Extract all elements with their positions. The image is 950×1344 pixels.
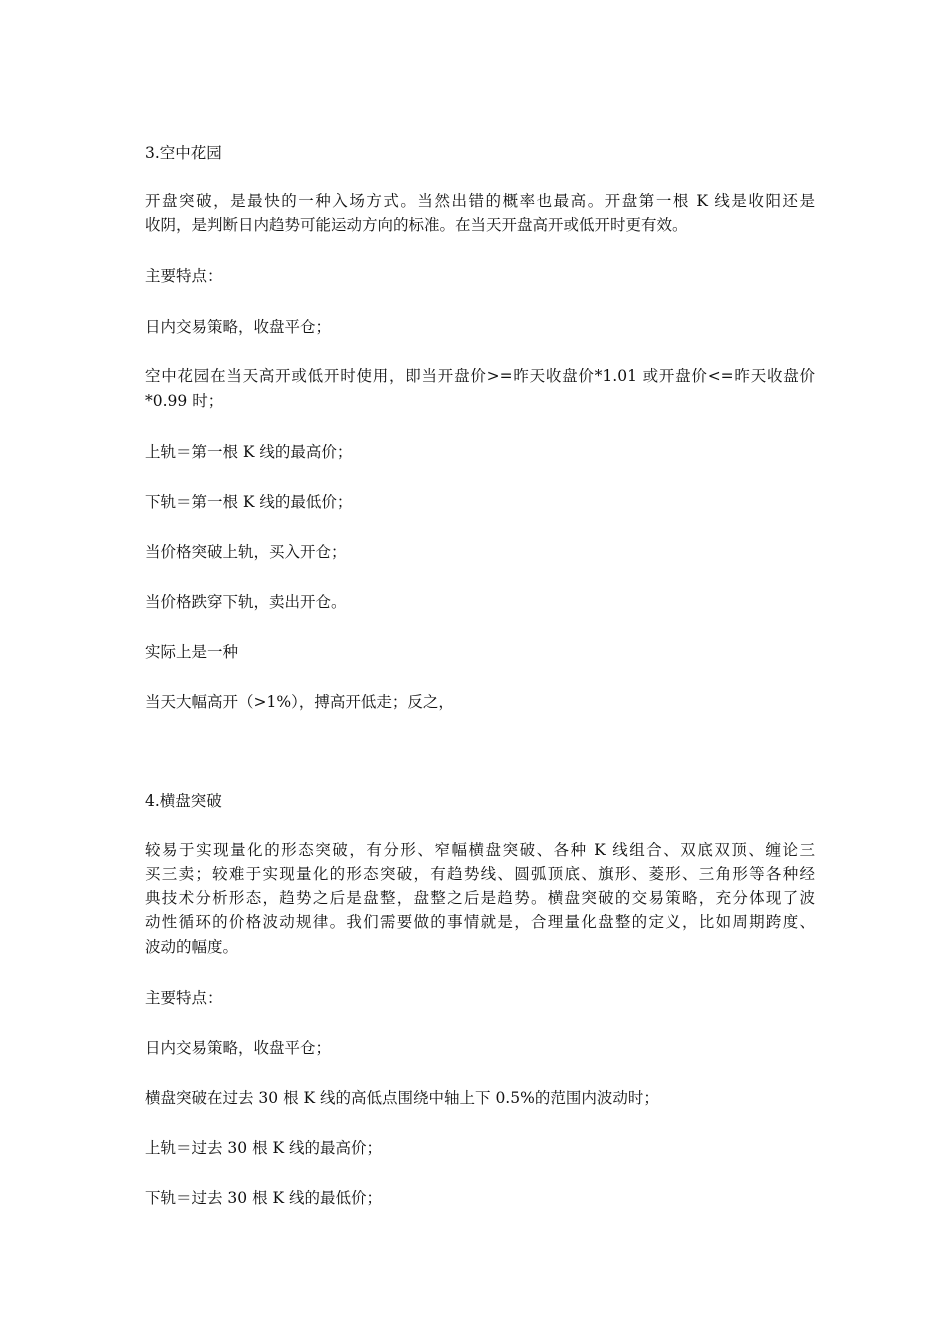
section-4-intro-line-5: 波动的幅度。 <box>145 938 239 956</box>
section-4-features-label: 主要特点： <box>145 989 223 1007</box>
section-4-heading: 4.横盘突破 <box>145 792 222 810</box>
section-3-buy-rule: 当价格突破上轨，买入开仓； <box>145 543 347 561</box>
section-3-gap-note: 当天大幅高开（>1%），搏高开低走；反之， <box>145 693 454 711</box>
section-3-features-label: 主要特点： <box>145 267 223 285</box>
section-4-intro-line-2: 买三卖；较难于实现量化的形态突破，有趋势线、圆弧顶底、旗形、菱形、三角形等各种经 <box>145 865 815 883</box>
section-4-lower-rail: 下轨＝过去 30 根 K 线的最低价； <box>145 1189 383 1207</box>
section-4-strategy: 日内交易策略，收盘平仓； <box>145 1039 332 1057</box>
section-3-strategy: 日内交易策略，收盘平仓； <box>145 318 332 336</box>
section-3-upper-rail: 上轨＝第一根 K 线的最高价； <box>145 443 353 461</box>
section-3-condition-line-1: 空中花园在当天高开或低开时使用，即当开盘价>=昨天收盘价*1.01 或开盘价<=昨天收盘价 <box>145 367 815 385</box>
section-3-heading: 3.空中花园 <box>145 144 222 162</box>
section-3-intro-line-1: 开盘突破，是最快的一种入场方式。当然出错的概率也最高。开盘第一根 K 线是收阳还是 <box>145 192 815 210</box>
section-3-condition-line-2: *0.99 时； <box>145 392 224 410</box>
section-4-intro-line-4: 动性循环的价格波动规律。我们需要做的事情就是，合理量化盘整的定义，比如周期跨度、 <box>145 913 815 931</box>
section-3-lower-rail: 下轨＝第一根 K 线的最低价； <box>145 493 353 511</box>
section-3-sell-rule: 当价格跌穿下轨，卖出开仓。 <box>145 593 347 611</box>
section-3-actually: 实际上是一种 <box>145 643 239 661</box>
section-4-condition: 横盘突破在过去 30 根 K 线的高低点围绕中轴上下 0.5%的范围内波动时； <box>145 1089 659 1107</box>
section-4-upper-rail: 上轨＝过去 30 根 K 线的最高价； <box>145 1139 383 1157</box>
section-4-intro-line-3: 典技术分析形态，趋势之后是盘整，盘整之后是趋势。横盘突破的交易策略，充分体现了波 <box>145 889 815 907</box>
section-3-intro-line-2: 收阴，是判断日内趋势可能运动方向的标准。在当天开盘高开或低开时更有效。 <box>145 216 688 234</box>
section-4-intro-line-1: 较易于实现量化的形态突破，有分形、窄幅横盘突破、各种 K 线组合、双底双顶、缠论三 <box>145 841 815 859</box>
